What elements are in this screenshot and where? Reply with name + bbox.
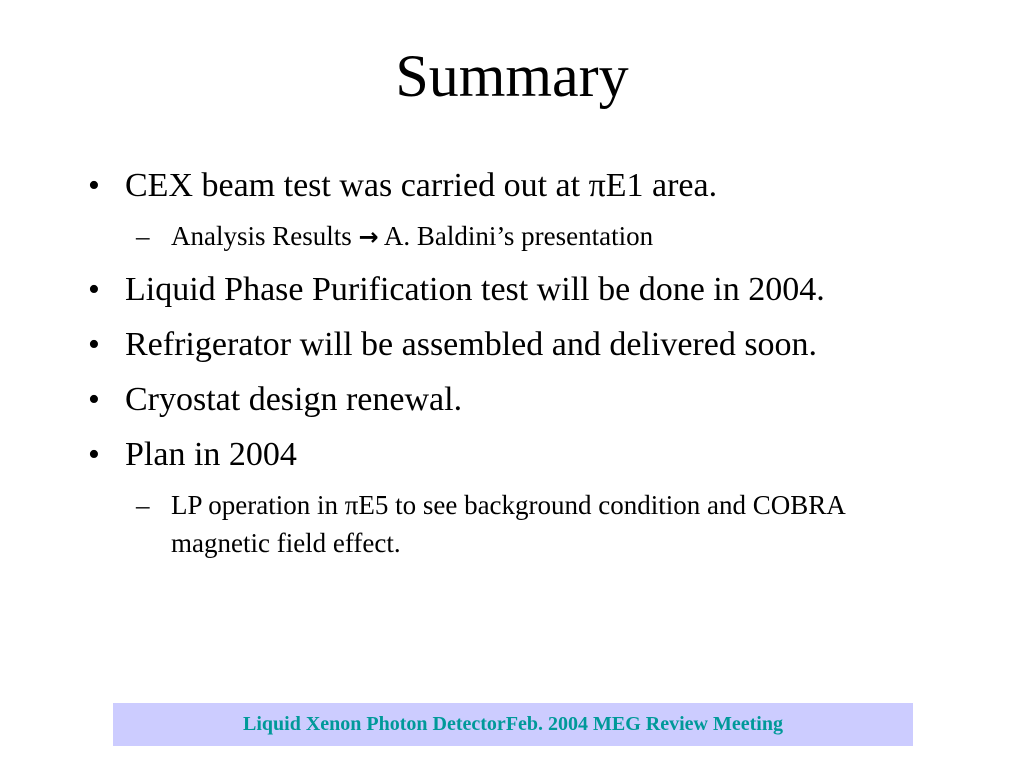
sub-bullet-dash: – <box>136 490 150 520</box>
bullet-dot: • <box>88 271 100 308</box>
sub-bullet-dash: – <box>136 221 150 251</box>
bullet-item <box>84 268 984 312</box>
bullet-list <box>84 164 984 574</box>
sub-bullet-text-after-arrow: A. Baldini’s presentation <box>378 221 654 251</box>
sub-bullet-text: LP operation in πE5 to see background condition and COBRA magnetic field effect. <box>171 490 845 558</box>
sub-bullet-item <box>84 217 911 256</box>
slide-title: Summary <box>395 43 629 109</box>
bullet-text: Liquid Phase Purification test will be done in 2004. <box>125 271 825 308</box>
bullet-item <box>84 433 984 477</box>
bullet-dot: • <box>88 381 100 418</box>
bullet-item <box>84 378 984 422</box>
bullet-dot: • <box>88 326 100 363</box>
bullet-dot: • <box>88 436 100 473</box>
footer-right-text: Feb. 2004 MEG Review Meeting <box>505 713 783 735</box>
bullet-text: CEX beam test was carried out at πE1 area. <box>125 167 718 204</box>
right-arrow-icon: → <box>358 223 379 251</box>
footer-left-text: Liquid Xenon Photon Detector <box>243 713 506 735</box>
bullet-text: Refrigerator will be assembled and delivered soon. <box>125 326 818 363</box>
footer-bar <box>113 703 913 746</box>
bullet-text: Cryostat design renewal. <box>125 381 463 418</box>
bullet-item <box>84 164 984 208</box>
sub-bullet-text-before-arrow: Analysis Results <box>171 221 359 251</box>
bullet-dot: • <box>88 167 100 204</box>
bullet-text: Plan in 2004 <box>125 436 297 473</box>
sub-bullet-item <box>84 486 911 562</box>
bullet-item <box>84 323 984 367</box>
